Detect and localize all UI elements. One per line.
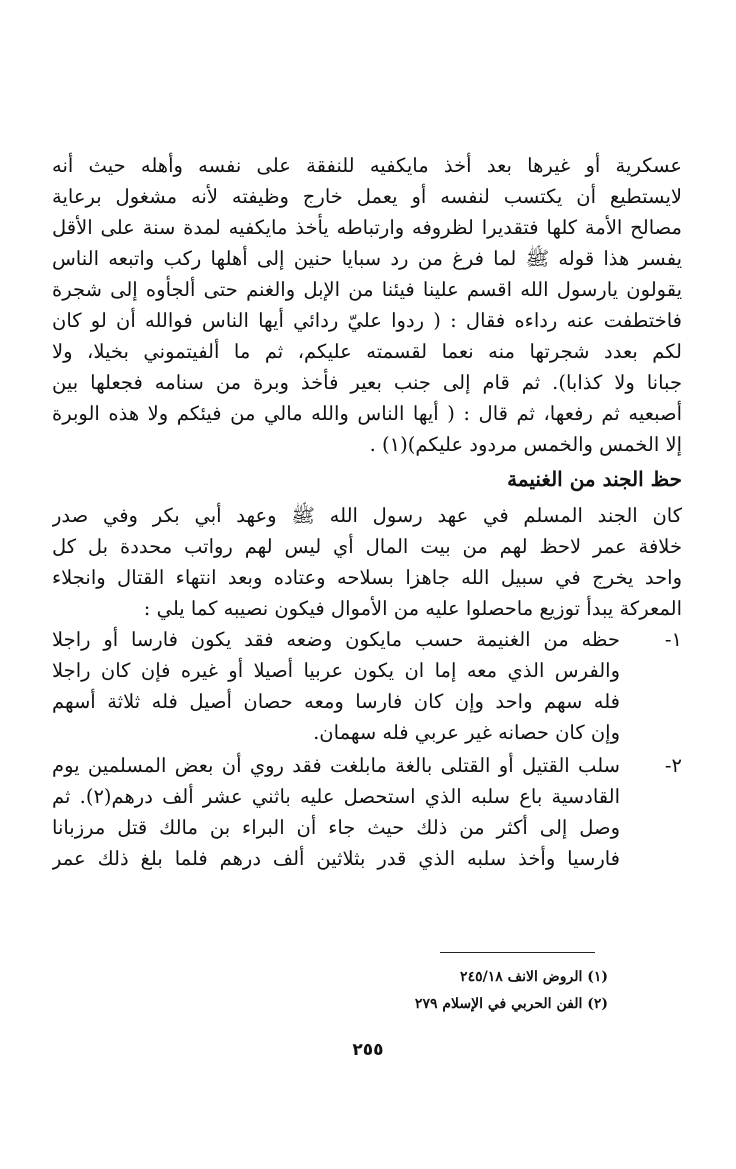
list-item-line: القادسية باع سلبه الذي استحصل عليه باثني عشر ألف درهم(٢). ثم (52, 785, 620, 808)
paragraph-line: مصالح الأمة كلها فتقديرا لظروفه وارتباطه يأخذ مايكفيه لمدة سنة على الأقل (52, 216, 682, 239)
footnote-2: (٢) الفن الحربي في الإسلام ٢٧٩ (414, 996, 608, 1012)
paragraph-line: جبانا ولا كذابا). ثم قام إلى جنب بعير فأخذ وبرة من سنامه فجعلها بين (52, 371, 682, 394)
list-item-number: ١- (664, 628, 682, 651)
list-item-line: فارسيا وأخذ سلبه الذي قدر بثلاثين ألف درهم فلما بلغ ذلك عمر (52, 847, 620, 870)
list-item-line: فله سهم واحد وإن كان فارسا ومعه حصان أصيل فله ثلاثة أسهم (52, 690, 620, 713)
paragraph-1 (52, 150, 682, 460)
paragraph-line: خلافة عمر لاحظ لهم من بيت المال أي ليس لهم رواتب محددة بل كل (52, 535, 682, 558)
paragraph-line: أصبعيه ثم رفعها، ثم قال : ( أيها الناس والله مالي من فيئكم ولا هذه الوبرة (52, 402, 682, 425)
paragraph-line: واحد يخرج في سبيل الله جاهزا بسلاحه وعتاده وبعد انتهاء القتال وانجلاء (52, 566, 682, 589)
page-number: ٢٥٥ (352, 1040, 384, 1060)
footnote-separator (440, 952, 595, 953)
list-item-line: سلب القتيل أو القتلى بالغة مابلغت فقد روي أن بعض المسلمين يوم (52, 754, 620, 777)
footnote-1: (١) الروض الانف ٢٤٥/١٨ (460, 969, 608, 985)
footnotes (415, 964, 608, 1018)
paragraph-line: يفسر هذا قوله ﷺ لما فرغ من رد سبايا حنين إلى أهلها ركب واتبعه الناس (52, 247, 682, 270)
paragraph-line: كان الجند المسلم في عهد رسول الله ﷺ وعهد أبي بكر وفي صدر (52, 504, 682, 527)
paragraph-line: لكم بعدد شجرتها منه نعما لقسمته عليكم، ثم ما ألفيتموني بخيلا، ولا (52, 340, 682, 363)
page-body (52, 150, 682, 874)
list-item-line: والفرس الذي معه إما ان يكون عربيا أصيلا أو غيره فإن كان راجلا (52, 659, 620, 682)
paragraph-line: يقولون يارسول الله اقسم علينا فيئنا من الإبل والغنم حتى ألجأوه إلى شجرة (52, 278, 682, 301)
paragraph-line: لايستطيع أن يكتسب لنفسه أو يعمل خارج وظيفته لأنه مشغول برعاية (52, 185, 682, 208)
list-item-line: وإن كان حصانه غير عربي فله سهمان. (313, 721, 620, 744)
paragraph-line: إلا الخمس والخمس مردود عليكم)(١) . (369, 433, 682, 456)
paragraph-2 (52, 500, 682, 624)
paragraph-line: فاختطفت عنه رداءه فقال : ( ردوا عليّ ردائي أيها الناس فوالله أن لو كان (52, 309, 682, 332)
section-heading: حظ الجند من الغنيمة (507, 467, 682, 491)
list-item (52, 750, 682, 874)
paragraph-line: عسكرية أو غيرها بعد أخذ مايكفيه للنفقة على نفسه وأهله حيث أنه (52, 154, 682, 177)
list-item-number: ٢- (664, 754, 682, 777)
list-item-line: حظه من الغنيمة حسب مايكون وضعه فقد يكون فارسا أو راجلا (52, 628, 620, 651)
list-item (52, 624, 682, 748)
paragraph-line: المعركة يبدأ توزيع ماحصلوا عليه من الأموال فيكون نصيبه كما يلي : (143, 597, 682, 620)
list-item-line: وصل إلى أكثر من ذلك حيث جاء أن البراء بن مالك قتل مرزبانا (52, 816, 620, 839)
